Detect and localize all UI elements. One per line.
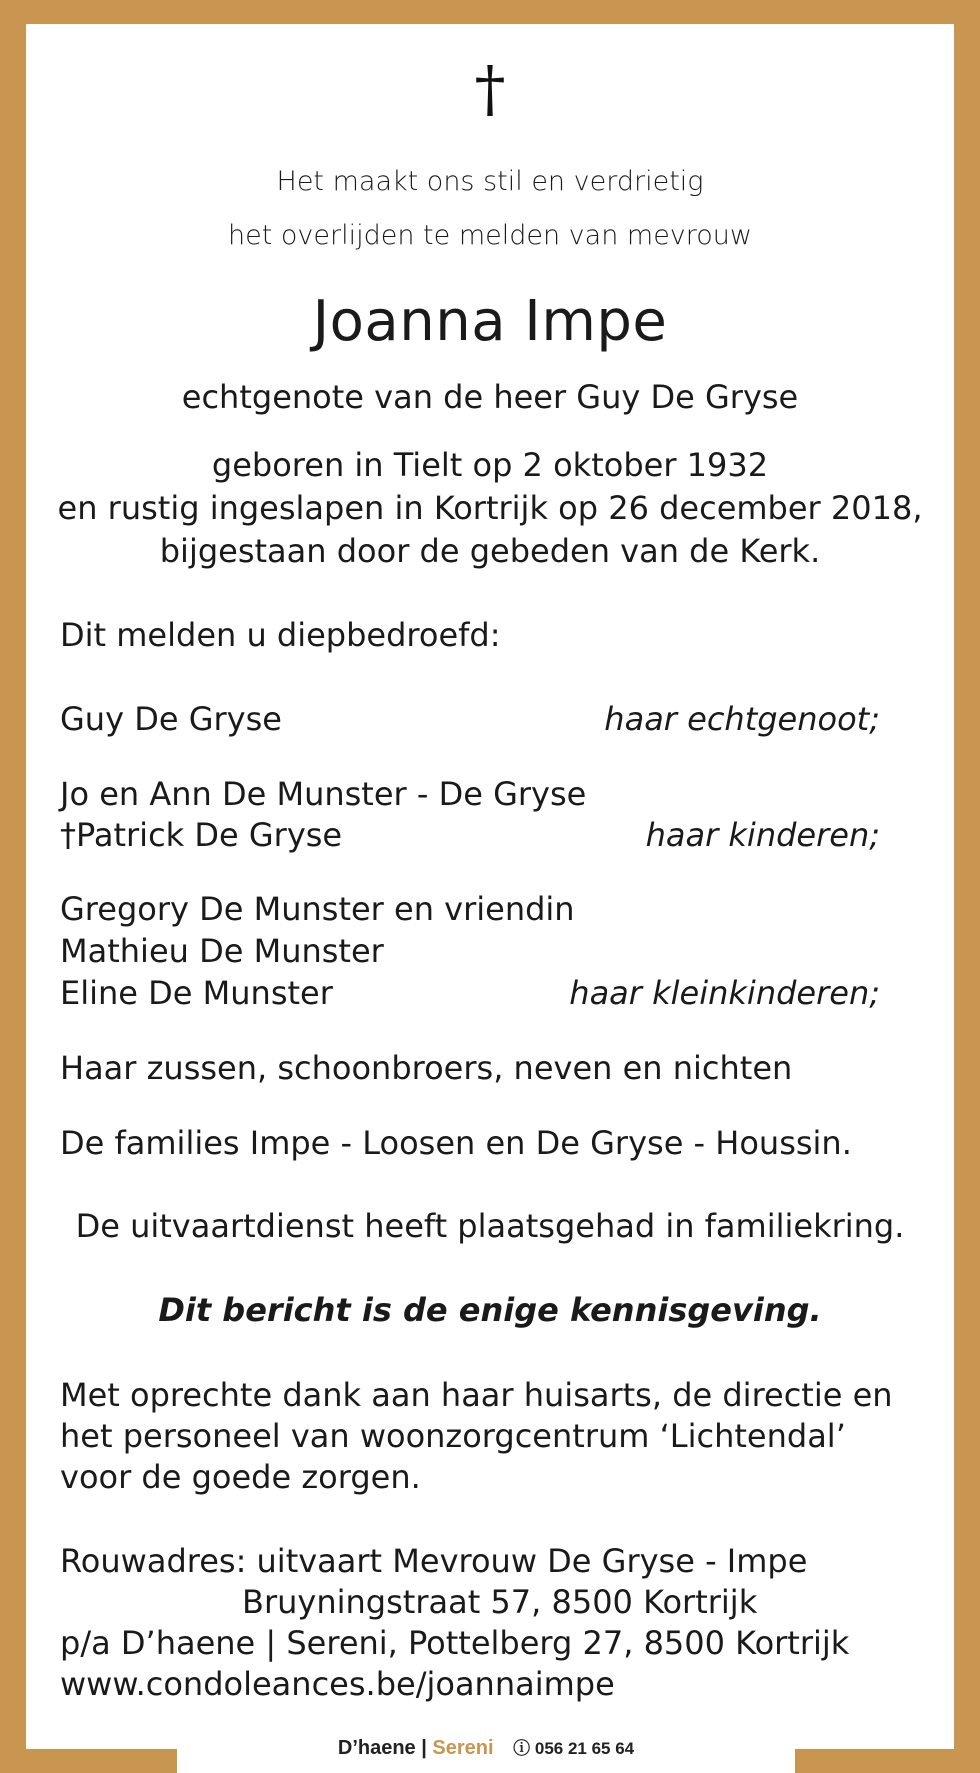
intro-line-1: Het maakt ons stil en verdrietig (276, 166, 704, 197)
footer-brand (177, 1724, 795, 1773)
spouse-name: Guy De Gryse (60, 700, 282, 738)
address-line-3: p/a D’haene | Sereni, Pottelberg 27, 8500 Kortrijk (60, 1624, 850, 1662)
siblings-line: Haar zussen, schoonbroers, neven en nichten (60, 1049, 793, 1087)
birth-line: geboren in Tielt op 2 oktober 1932 (211, 446, 769, 484)
grandchild-1: Gregory De Munster en vriendin (60, 890, 575, 928)
condolence-url[interactable]: www.condoleances.be/joannaimpe (60, 1665, 615, 1703)
spouse-role: haar echtgenoot; (604, 700, 880, 738)
grandchild-3: Eline De Munster (60, 974, 333, 1012)
address-line-1: Rouwadres: uitvaart Mevrouw De Gryse - Impe (60, 1542, 808, 1580)
grandchildren-role: haar kleinkinderen; (569, 974, 880, 1012)
families-line: De families Impe - Loosen en De Gryse - Houssin. (60, 1124, 852, 1162)
intro-line-2: het overlijden te melden van mevrouw (227, 220, 753, 251)
announce-line: Dit melden u diepbedroefd: (60, 616, 501, 654)
phone-number: ⓘ 056 21 65 64 (513, 1739, 635, 1758)
spouse-line: echtgenote van de heer Guy De Gryse (181, 378, 799, 416)
church-line: bijgestaan door de gebeden van de Kerk. (159, 532, 821, 570)
deceased-name: Joanna Impe (312, 289, 668, 354)
cross-icon: † (474, 52, 506, 125)
service-line: De uitvaartdienst heeft plaatsgehad in familiekring. (75, 1207, 905, 1245)
children-role: haar kinderen; (645, 816, 880, 854)
grandchild-2: Mathieu De Munster (60, 932, 384, 970)
address-line-2: Bruyningstraat 57, 8500 Kortrijk (242, 1583, 758, 1621)
death-notice-card (26, 24, 954, 1749)
thanks-line-1: Met oprechte dank aan haar huisarts, de directie en (60, 1376, 893, 1414)
child-1: Jo en Ann De Munster - De Gryse (60, 775, 587, 813)
brand-dhaene: D’haene (337, 1737, 416, 1759)
only-notice-line: Dit bericht is de enige kennisgeving. (158, 1291, 822, 1329)
death-line: en rustig ingeslapen in Kortrijk op 26 december 2018, (57, 489, 923, 527)
dates-block (26, 444, 954, 573)
thanks-line-3: voor de goede zorgen. (60, 1458, 421, 1496)
child-2: †Patrick De Gryse (60, 816, 343, 854)
thanks-block (60, 1375, 893, 1498)
brand-separator: | (421, 1737, 427, 1759)
thanks-line-2: het personeel van woonzorgcentrum ‘Lichtendal’ (60, 1417, 846, 1455)
address-block (60, 1541, 849, 1705)
brand-sereni: Sereni (432, 1737, 494, 1759)
